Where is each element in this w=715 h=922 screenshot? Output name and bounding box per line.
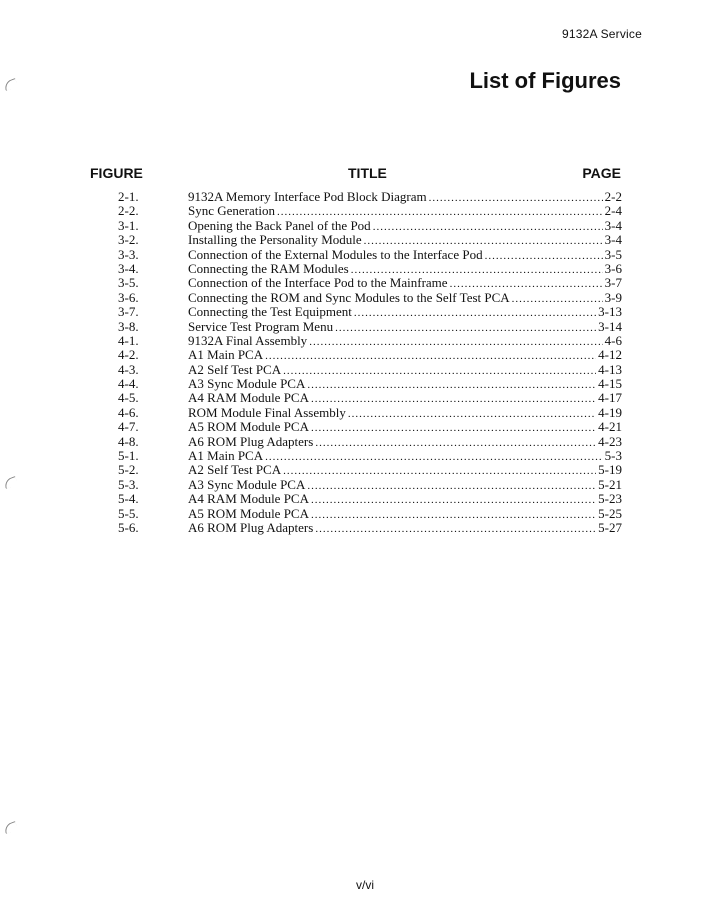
figure-number: 4-5. (118, 390, 139, 406)
figure-page: 2-2 (604, 189, 622, 204)
figure-page: 5-3 (604, 448, 622, 464)
list-item (110, 348, 622, 362)
list-item (110, 478, 622, 492)
dot-leader (315, 436, 596, 450)
list-item (110, 204, 622, 218)
list-item (110, 248, 622, 262)
list-item (110, 262, 622, 276)
figure-page: 3-14 (598, 318, 622, 334)
figure-number: 5-6. (118, 519, 139, 535)
figure-title: Connecting the ROM and Sync Modules to the Self Test PCA (188, 289, 510, 305)
dot-leader (311, 493, 596, 507)
dot-leader (485, 249, 603, 263)
figure-title: Connecting the RAM Modules (188, 260, 349, 276)
figure-title: A2 Self Test PCA (188, 462, 282, 478)
figure-number: 3-1. (118, 217, 139, 233)
list-item (110, 492, 622, 506)
dot-leader (265, 450, 603, 464)
figure-page: 3-9 (604, 289, 622, 305)
dot-leader (311, 508, 596, 522)
dot-leader (309, 335, 602, 349)
figure-title: Connection of the External Modules to the Interface Pod (188, 246, 483, 262)
figure-title: A3 Sync Module PCA (188, 376, 306, 392)
dot-leader (311, 421, 596, 435)
dot-leader (354, 306, 596, 320)
list-item (110, 291, 622, 305)
figure-number: 3-5. (118, 275, 139, 291)
list-item (110, 219, 622, 233)
figure-page: 4-6 (604, 332, 622, 348)
figure-title: A4 RAM Module PCA (188, 390, 309, 406)
figure-title: A1 Main PCA (188, 448, 264, 464)
dot-leader (311, 392, 596, 406)
figure-title: Opening the Back Panel of the Pod (188, 217, 371, 233)
list-item (110, 463, 622, 477)
figure-page: 5-25 (598, 505, 622, 521)
dot-leader (335, 321, 596, 335)
dot-leader (315, 522, 596, 536)
dot-leader (512, 292, 603, 306)
figure-number: 4-2. (118, 347, 139, 363)
figure-page: 3-7 (604, 275, 622, 291)
figure-page: 3-13 (598, 304, 622, 320)
figure-title: ROM Module Final Assembly (188, 404, 346, 420)
column-header-figure: FIGURE (90, 165, 143, 181)
figure-number: 4-3. (118, 361, 139, 377)
figure-number: 4-8. (118, 433, 139, 449)
list-item (110, 521, 622, 535)
figure-title: A5 ROM Module PCA (188, 505, 309, 521)
figure-page: 3-4 (604, 232, 622, 248)
footer-page-number: v/vi (356, 878, 374, 892)
dot-leader (429, 191, 603, 205)
list-item (110, 334, 622, 348)
figure-title: Service Test Program Menu (188, 318, 334, 334)
figure-number: 3-7. (118, 304, 139, 320)
figure-number: 5-4. (118, 491, 139, 507)
list-item (110, 391, 622, 405)
margin-mark (3, 78, 18, 91)
margin-mark (3, 821, 18, 834)
list-item (110, 305, 622, 319)
figure-page: 4-19 (598, 404, 622, 420)
column-header-title: TITLE (348, 165, 387, 181)
figure-title: 9132A Memory Interface Pod Block Diagram (188, 189, 427, 204)
figure-title: A6 ROM Plug Adapters (188, 433, 314, 449)
figure-page: 3-5 (604, 246, 622, 262)
figure-number: 5-1. (118, 448, 139, 464)
figure-number: 4-6. (118, 404, 139, 420)
figure-page: 3-4 (604, 217, 622, 233)
figure-page: 5-21 (598, 476, 622, 492)
figure-title: Connecting the Test Equipment (188, 304, 352, 320)
dot-leader (348, 407, 596, 421)
figure-title: 9132A Final Assembly (188, 332, 308, 348)
column-header-page: PAGE (582, 165, 621, 181)
list-item (110, 233, 622, 247)
figure-number: 3-4. (118, 260, 139, 276)
figure-number: 2-1. (118, 189, 139, 204)
list-item (110, 320, 622, 334)
page-title: List of Figures (469, 68, 621, 93)
dot-leader (307, 378, 596, 392)
dot-leader (283, 364, 596, 378)
figure-number: 5-2. (118, 462, 139, 478)
figure-page: 2-4 (604, 203, 622, 219)
figure-number: 5-5. (118, 505, 139, 521)
margin-mark (3, 476, 18, 489)
figure-title: A3 Sync Module PCA (188, 476, 306, 492)
list-item (110, 276, 622, 290)
list-item (110, 449, 622, 463)
figure-number: 3-6. (118, 289, 139, 305)
dot-leader (265, 349, 596, 363)
figure-title: A4 RAM Module PCA (188, 491, 309, 507)
figure-number: 2-2. (118, 203, 139, 219)
figure-page: 3-6 (604, 260, 622, 276)
figure-number: 4-4. (118, 376, 139, 392)
figure-title: Connection of the Interface Pod to the Mainframe (188, 275, 448, 291)
list-item (110, 435, 622, 449)
figure-title: A1 Main PCA (188, 347, 264, 363)
figure-page: 5-27 (598, 519, 622, 535)
figure-title: A2 Self Test PCA (188, 361, 282, 377)
figure-page: 4-12 (598, 347, 622, 363)
figure-page: 4-21 (598, 419, 622, 435)
list-item (110, 377, 622, 391)
figure-number: 3-8. (118, 318, 139, 334)
figure-title: A6 ROM Plug Adapters (188, 519, 314, 535)
figure-title: A5 ROM Module PCA (188, 419, 309, 435)
service-header: 9132A Service (562, 27, 642, 41)
figure-page: 4-13 (598, 361, 622, 377)
figure-number: 3-3. (118, 246, 139, 262)
figure-page: 4-15 (598, 376, 622, 392)
figure-title: Installing the Personality Module (188, 232, 362, 248)
list-item (110, 420, 622, 434)
figure-page: 4-23 (598, 433, 622, 449)
dot-leader (283, 464, 596, 478)
figure-page: 5-19 (598, 462, 622, 478)
list-item (110, 507, 622, 521)
list-item (110, 406, 622, 420)
figure-number: 4-7. (118, 419, 139, 435)
figure-title: Sync Generation (188, 203, 276, 219)
figure-list (110, 190, 622, 535)
figure-page: 4-17 (598, 390, 622, 406)
figure-number: 5-3. (118, 476, 139, 492)
figure-number: 3-2. (118, 232, 139, 248)
figure-page: 5-23 (598, 491, 622, 507)
dot-leader (307, 479, 596, 493)
figure-number: 4-1. (118, 332, 139, 348)
list-item (110, 190, 622, 204)
dot-leader (373, 220, 603, 234)
list-item (110, 363, 622, 377)
